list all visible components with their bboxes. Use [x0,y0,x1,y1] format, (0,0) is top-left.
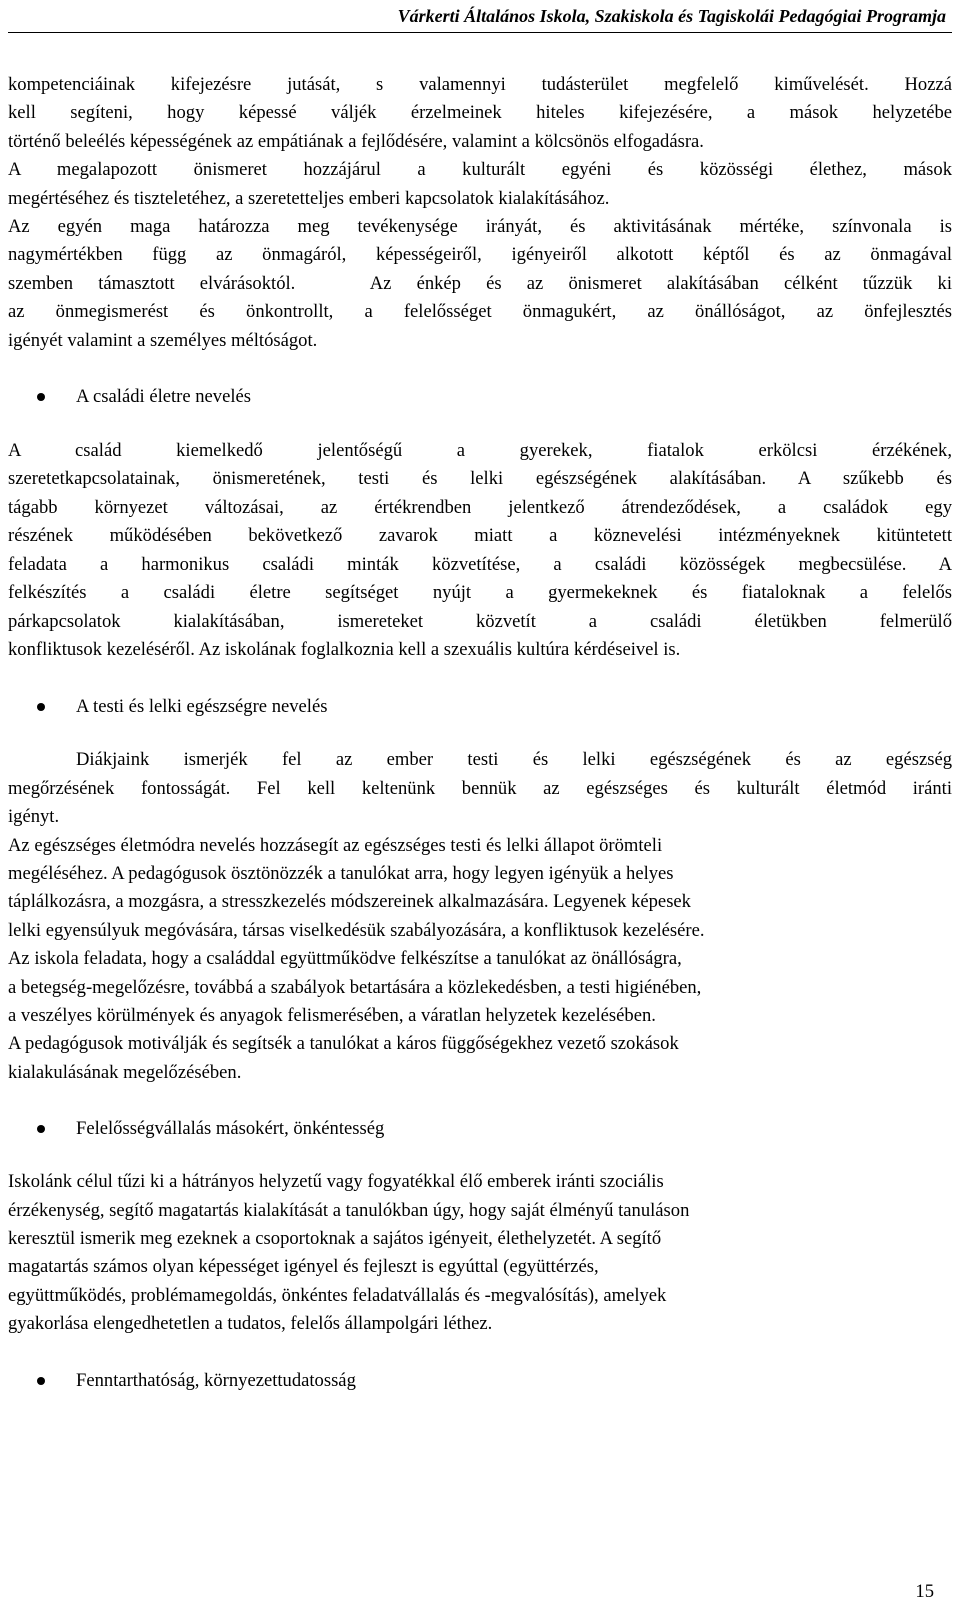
text-line: feladata a harmonikus családi minták közvetítése, a családi közösségek megbecsülése. A [8,553,952,575]
text-line: kompetenciáinak kifejezésre jutását, s valamennyi tudásterület megfelelő kiművelését. Hozzá [8,74,952,95]
page-number: 15 [915,1581,934,1602]
text-line: lelki egyensúlyuk megóvására, társas viselkedésük szabályozására, a konfliktusok kezelésére. [8,919,705,941]
text-line: érzékenység, segítő magatartás kialakítását a tanulókban úgy, hogy saját élményű tanuláson [8,1199,690,1221]
text-line: kell segíteni, hogy képessé váljék érzelmeinek hiteles kifejezésére, a mások helyzetébe [8,102,952,124]
text-line: konfliktusok kezeléséről. Az iskolának foglalkoznia kell a szexuális kultúra kérdéseivel is. [8,638,681,660]
section-heading-sustainability [8,1366,952,1396]
text-line: a betegség-megelőzésre, továbbá a szabályok betartására a közlekedésben, a testi higiénében, [8,976,702,998]
section-health-body [8,746,952,1087]
text-line: táplálkozásra, a mozgásra, a stresszkezelés módszereinek alkalmazására. Legyenek képesek [8,891,691,913]
text-line: szeretetkapcsolatainak, önismeretének, testi és lelki egészségének alakításában. A szűkebb és [8,468,952,490]
text-line: gyakorlása elengedhetetlen a tudatos, felelős állampolgári léthez. [8,1313,493,1335]
text-line: megéléséhez. A pedagógusok ösztönözzék a tanulókat arra, hogy legyen igényük a helyes [8,862,674,884]
text-line: igényt. [8,806,60,828]
section-heading-family [8,382,952,412]
section-heading-text: Fenntarthatóság, környezettudatosság [76,1369,356,1391]
text-line: párkapcsolatok kialakításában, ismereteket közvetít a családi életükben felmerülő [8,610,952,632]
text-line: részének működésében bekövetkező zavarok miatt a köznevelési intézményeknek kitüntetett [8,525,952,547]
header-rule [8,32,952,33]
text-line: A megalapozott önismeret hozzájárul a kulturált egyéni és közösségi élethez, mások [8,159,952,181]
text-line: történő beleélés képességének az empátiának a fejlődésére, valamint a kölcsönös elfogadásra. [8,130,704,152]
text-line: Iskolánk célul tűzi ki a hátrányos helyzetű vagy fogyatékkal élő emberek iránti szociális [8,1171,664,1193]
text-line: magatartás számos olyan képességet igényel és fejleszt is egyúttal (együttérzés, [8,1256,599,1278]
text-line: Diákjaink ismerjék fel az ember testi és lelki egészségének és az egészség [76,749,952,771]
text-line: kialakulásának megelőzésében. [8,1061,242,1083]
section-heading-text: Felelősségvállalás másokért, önkéntesség [76,1118,385,1140]
section-heading-text: A testi és lelki egészségre nevelés [76,696,328,718]
text-line: keresztül ismerik meg ezeknek a csoportoknak a sajátos igényeit, élethelyzetét. A segítő [8,1228,662,1249]
text-line: Az egyén maga határozza meg tevékenysége irányát, és aktivitásának mértéke, színvonala is [8,216,952,238]
text-line: Az egészséges életmódra nevelés hozzásegít az egészséges testi és lelki állapot örömteli [8,834,663,856]
text-line: megőrzésének fontosságát. Fel kell keltenünk bennük az egészséges és kulturált életmód iránti [8,777,952,799]
text-line: felkészítés a családi életre segítséget nyújt a gyermekeknek és fiataloknak a felelős [8,582,952,604]
running-header: Várkerti Általános Iskola, Szakiskola és Tagiskolái Pedagógiai Programja [397,6,946,26]
section-family-body [8,437,952,664]
section-heading-volunteering [8,1114,952,1144]
intro-paragraph [8,71,952,355]
bullet-icon [37,1377,45,1385]
text-line: igényét valamint a személyes méltóságot. [8,329,318,351]
text-line: szemben támasztott elvárásoktól. Az énkép és az önismeret alakításában célként tűzzük ki [8,272,952,294]
text-line: az önmegismerést és önkontrollt, a felelősséget önmagukért, az önállóságot, az önfejlesztés [8,301,952,323]
text-line: A család kiemelkedő jelentőségű a gyerekek, fiatalok erkölcsi érzékének, [8,440,952,462]
section-volunteering-body [8,1168,952,1338]
text-line: együttműködés, problémamegoldás, önkéntes feladatvállalás és -megvalósítás), amelyek [8,1284,667,1306]
bullet-icon [37,1125,45,1133]
bullet-icon [37,703,45,711]
text-line: nagymértékben függ az önmagáról, képességeiről, igényeiről alkotott képtől és az önmagával [8,244,952,266]
text-line: a veszélyes körülmények és anyagok felismerésében, a váratlan helyzetek kezelésében. [8,1004,656,1026]
bullet-icon [37,393,45,401]
page-body [8,71,952,1396]
text-line: Az iskola feladata, hogy a családdal együttműködve felkészítse a tanulókat az önállóságra, [8,948,682,970]
text-line: tágabb környezet változásai, az értékrendben jelentkező átrendeződések, a családok egy [8,496,952,518]
section-heading-text: A családi életre nevelés [76,386,252,408]
text-line: megértéséhez és tiszteletéhez, a szeretetteljes emberi kapcsolatok kialakításához. [8,187,610,209]
section-heading-health [8,692,952,722]
text-line: A pedagógusok motiválják és segítsék a tanulókat a káros függőségekhez vezető szokások [8,1033,679,1055]
